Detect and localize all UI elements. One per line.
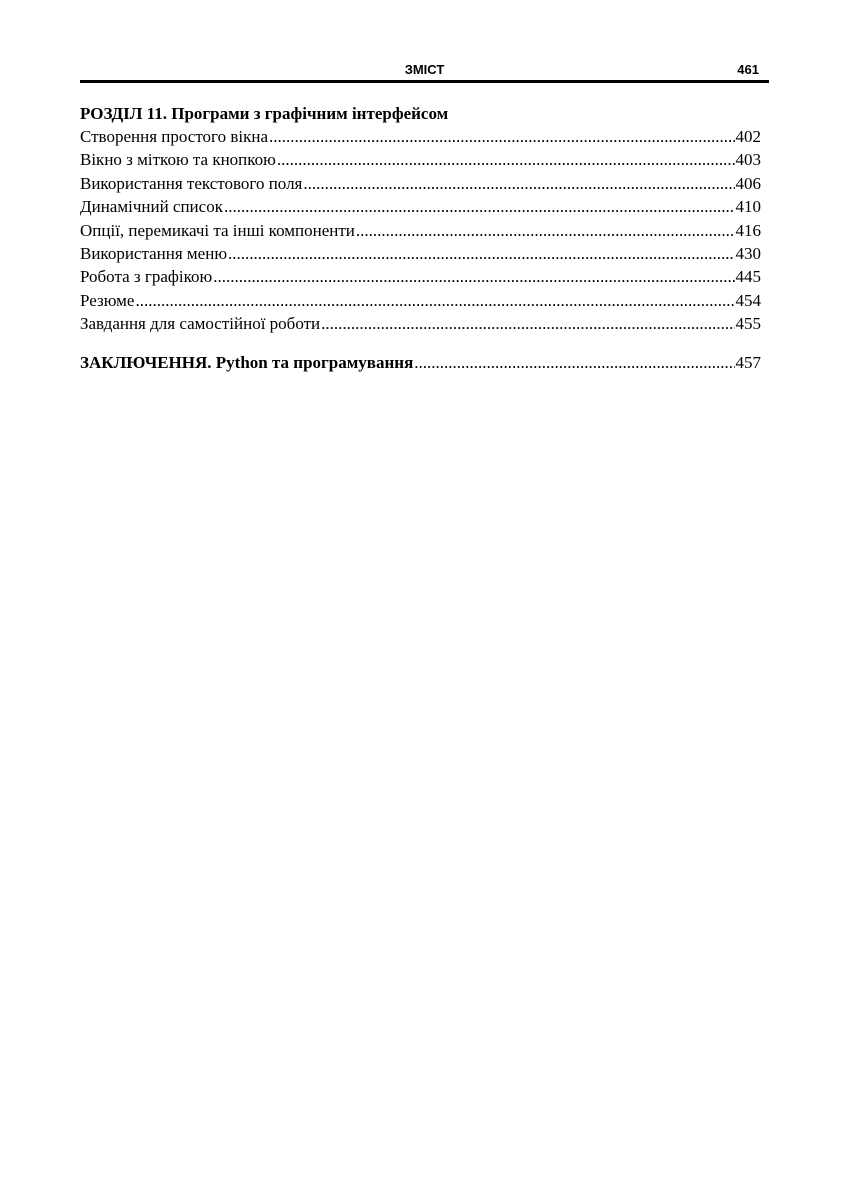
toc-entry[interactable] <box>80 312 761 335</box>
conclusion-page: 457 <box>735 352 761 372</box>
conclusion-title: ЗАКЛЮЧЕННЯ. Python та програмування <box>80 352 414 372</box>
toc-entry-page: 454 <box>735 290 761 310</box>
table-of-contents <box>80 103 761 374</box>
running-header <box>80 60 769 80</box>
toc-entry-page: 406 <box>735 173 761 193</box>
toc-entry-title: Опції, перемикачі та інші компоненти <box>80 220 355 240</box>
dot-leader <box>414 351 734 374</box>
toc-entry-title: Динамічний список <box>80 197 223 217</box>
header-title: ЗМІСТ <box>404 62 445 77</box>
toc-entry[interactable] <box>80 289 761 312</box>
toc-entry-title: Резюме <box>80 290 135 310</box>
dot-leader <box>228 242 734 265</box>
section-heading: РОЗДІЛ 11. Програми з графічним інтерфейсом <box>80 104 449 123</box>
toc-entry-page: 430 <box>735 243 761 263</box>
toc-entry-page: 455 <box>735 314 761 334</box>
toc-entry[interactable] <box>80 172 761 195</box>
toc-entry[interactable] <box>80 125 761 148</box>
toc-entry-title: Створення простого вікна <box>80 127 268 146</box>
toc-entry-page: 416 <box>735 220 761 240</box>
toc-entry-page: 402 <box>735 127 761 146</box>
toc-entry[interactable] <box>80 195 761 218</box>
toc-entry-conclusion[interactable] <box>80 351 761 374</box>
dot-leader <box>224 195 735 218</box>
toc-entry-page: 410 <box>735 197 761 217</box>
dot-leader <box>303 172 734 195</box>
toc-entry-title: Робота з графікою <box>80 267 213 287</box>
toc-entry[interactable] <box>80 148 761 171</box>
header-page-number: 461 <box>737 62 759 77</box>
dot-leader <box>321 312 734 335</box>
dot-leader <box>135 289 734 312</box>
dot-leader <box>269 125 735 148</box>
toc-entry-title: Вікно з міткою та кнопкою <box>80 150 276 170</box>
toc-entry-page: 445 <box>735 267 761 287</box>
toc-entry-title: Використання текстового поля <box>80 173 303 193</box>
toc-entry[interactable] <box>80 265 761 288</box>
dot-leader <box>213 265 734 288</box>
dot-leader <box>356 219 735 242</box>
toc-entry[interactable] <box>80 219 761 242</box>
toc-entry-page: 403 <box>735 150 761 170</box>
toc-entry-title: Використання меню <box>80 243 228 263</box>
dot-leader <box>277 148 735 171</box>
header-divider <box>80 80 769 83</box>
toc-entry-title: Завдання для самостійної роботи <box>80 314 321 334</box>
toc-entry[interactable] <box>80 242 761 265</box>
